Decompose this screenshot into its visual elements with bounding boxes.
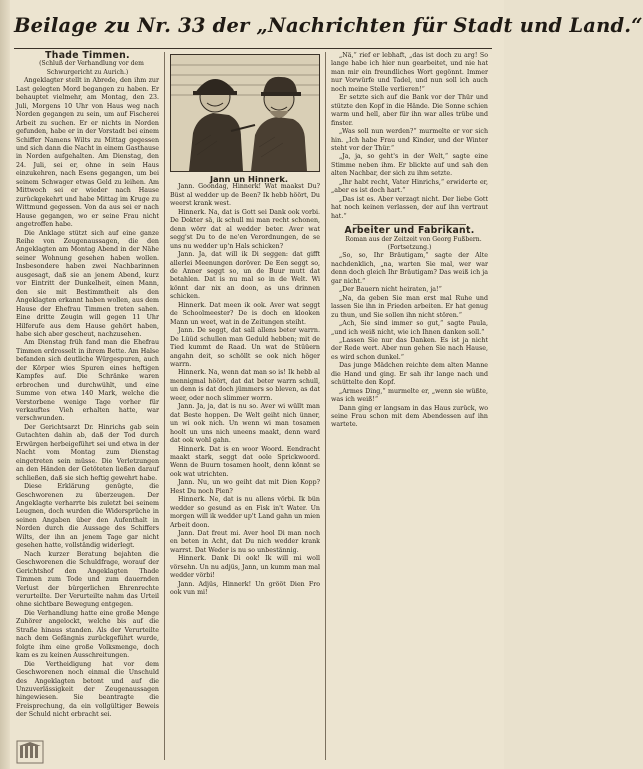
dialogue-paragraph: Jann. De seggt, dat sall allens beter warrn. De Lüüd schullen man Geduld hebben; mit de Tied kummt de Raad. Un wat de Stüüern angahn deit, so schöllt se ook nich höger warrn. bbox=[170, 327, 320, 368]
serial-paragraph: „Lassen Sie nur das Danken. Es ist ja nicht der Rede wert. Aber nun gehen Sie nach Hause, es wird schon dunkel.“ bbox=[331, 336, 488, 361]
article-paragraph: Angeklagter stellt in Abrede, den ihm zur Last gelegten Mord begangen zu haben. Er behauptet vielmehr, am Montag, den 23. Juli, Morgens 10 Uhr von Haus weg nach Norden gegangen zu sein, um auf Fischerei Arbeit zu suchen. Er er nichts in Norden gefunden, habe er in der Vorstadt bei einem Schiffer Namens Wilts zu Mittag gegessen und sich dann die Nacht in einem Gasthause in Norden aufgehalten. Am Dienstag, den 24. Juli, sei er, ohne in sein Haus einzukehren, nach Esens gegangen, um bei seinem Schwager etwas Geld zu leihen. Am Mittwoch sei er wieder nach Hause zurückgekehrt und habe Mittag im Kruge zu Wittmund gegessen. Von da aus sei er nach Hause gegangen, wo er seine Frau nicht angetroffen habe. bbox=[16, 77, 159, 229]
story-paragraph: „Ihr habt recht, Vater Hinrichs,“ erwiderte er, „aber es ist doch hart.“ bbox=[331, 178, 488, 195]
article-subtitle: (Schluß der Verhandlung vor dem Schwurgericht zu Aurich.) bbox=[39, 60, 144, 76]
column-rule-1 bbox=[164, 52, 165, 760]
page-masthead: Beilage zu Nr. 33 der „Nachrichten für Stadt und Land.“ bbox=[14, 14, 643, 37]
dialogue-paragraph: Hinnerk. Dat is en woor Woord. Eendracht maakt stark, seggt dat oole Sprickwoord. Wenn de Buurn tosamen hoolt, denn könnt se ook wat utrichten. bbox=[170, 445, 320, 478]
serial-paragraph: Dann ging er langsam in das Haus zurück, wo seine Frau schon mit dem Abendessen auf ihn wartete. bbox=[331, 404, 488, 429]
column-rule-2 bbox=[325, 52, 326, 760]
dialogue-paragraph: Hinnerk. Na, dat is Gott sei Dank ook vorbi. De Dokter sä, ik schull mi man recht schonen, denn wörr dat al wedder beter. Aver wat segg'st Du to de ne'en Verordnungen, de se uns nu wedder up'n Hals schicken? bbox=[170, 208, 320, 250]
dialogue-paragraph: Hinnerk. Ne, dat is nu allens vörbi. Ik bün wedder so gesund as en Fisk in't Water. Un morgen will ik wedder up't Land gahn un mien Arbeit doon. bbox=[170, 496, 320, 529]
article-paragraph: Am Dienstag früh fand man die Ehefrau Timmen erdrosselt in ihrem Bette. Am Halse befanden sich deutliche Würgespuren, auch der Körper wies Spuren eines heftigen Kampfes auf. Die Schränke waren erbrochen und durchwühlt, und eine Summe von etwa 140 Mark, welche die Verstorbene wenige Tage vorher für verkauftes Vieh erhalten hatte, war verschwunden. bbox=[16, 339, 159, 423]
column-middle bbox=[170, 52, 320, 760]
article-paragraph: Die Verhandlung hatte eine große Menge Zuhörer angelockt, welche bis auf die Straße hinaus standen. Als der Verurteilte nach dem Gefängnis zurückgeführt wurde, folgte ihm eine große Volksmenge, doch kam es zu keinen Ausschreitungen. bbox=[16, 609, 159, 660]
column-left bbox=[16, 52, 159, 760]
serial-paragraph: Das junge Mädchen reichte dem alten Manne die Hand und ging. Er sah ihr lange nach und schüttelte den Kopf. bbox=[331, 362, 488, 387]
dialogue-title: Jann un Hinnerk. bbox=[209, 174, 289, 184]
dialogue-paragraph: Hinnerk. Dank Di ook! Ik will mi woll vörsehn. Un nu adjüs, Jann, un kumm man mal wedder vörbi! bbox=[170, 555, 320, 580]
serial-subtitle: Roman aus der Zeitzeit von Georg Fußbern. (Fortsetzung.) bbox=[345, 235, 482, 251]
dialogue-paragraph: Jann. Dat freut mi. Aver hool Di man noch en beten in Acht, dat Du nich wedder krank warrst. Dat Weder is nu so unbestännig. bbox=[170, 530, 320, 554]
dialogue-paragraph: Jann. Adjüs, Hinnerk! Un grööt Dien Fro ook vun mi! bbox=[170, 580, 320, 597]
engraving-image bbox=[171, 55, 319, 171]
serial-paragraph: „Na, da geben Sie man erst mal Ruhe und lassen Sie ihn in Frieden arbeiten. Er hat genug zu thun, und Sie sollen ihn nicht stören.“ bbox=[331, 294, 488, 319]
dialogue-paragraph: Jann. Ja, ja, dat is nu so. Aver wi wüllt man dat Beste hoppen. De Welt geiht nich ünner, un wi ook nich. Un wenn wi man tosamen hoolt un uns nich uneens maakt, denn ward dat ook wohl gahn. bbox=[170, 403, 320, 445]
story-paragraph: „Nä,“ rief er lebhaft, „das ist doch zu arg! So lange habe ich hier nun gearbeitet, und nie hat man mir ein freundliches Wort gegönnt. Immer nur Vorwürfe und Tadel, und nun soll ich auch noch meine Stelle verlieren!“ bbox=[331, 52, 488, 93]
article-paragraph: Diese Erklärung genügte, die Geschworenen zu überzeugen. Der Angeklagte verharrte bis zuletzt bei seinem Leugnen, doch wurden die Widersprüche in seinen Angaben über den Aufenthalt in Norden durch die Aussage des Schiffers Wilts, der ihn an jenem Tage gar nicht gesehen hatte, vollständig widerlegt. bbox=[16, 483, 159, 550]
illustration-two-men bbox=[170, 54, 320, 172]
article-paragraph: Die Anklage stützt sich auf eine ganze Reihe von Zeugenaussagen, die den Angeklagten am Montag Abend in der Nähe seiner Wohnung gesehen haben wollen. Insbesondere haben zwei Nachbarinnen ausgesagt, daß sie an jenem Abend, kurz vor Eintritt der Dunkelheit, einen Mann, den sie mit Bestimmtheit als den Angeklagten erkannt haben wollen, aus dem Hause der Ehefrau Timmen treten sahen. Eine dritte Zeugin will gegen 11 Uhr Hilferufe aus dem Hause gehört haben, habe sich aber gescheut, nachzusehen. bbox=[16, 229, 159, 338]
story-paragraph: Er setzte sich auf die Bank vor der Thür und stützte den Kopf in die Hände. Die Sonne schien warm und hell, aber für ihn war alles trübe und finster. bbox=[331, 94, 488, 127]
dialogue-paragraph: Hinnerk. Na, wenn dat man so is! Ik hebb al mennigmal höört, dat dat beter warrn schull, un denn is dat doch jümmers so bleven, as dat weer, oder noch slimmer worrn. bbox=[170, 369, 320, 402]
dialogue-paragraph: Jann. Ja, dat will ik Di seggen: dat gifft allerlei Meenungen doröver. De Een seggt so, de Anner seggt so, un de Buur mutt dat betahlen. Dat is nu mal so in de Welt. Wi könnt dar nix an doon, as uns drinnen schicken. bbox=[170, 251, 320, 301]
article-title: Thade Timmen. bbox=[45, 50, 130, 61]
article-paragraph: Der Gerichtsarzt Dr. Hinrichs gab sein Gutachten dahin ab, daß der Tod durch Erwürgen herbeigeführt sei und etwa in der Nacht vom Montag zum Dienstag eingetreten sein müsse. Die Verletzungen an den Händen der Getöteten ließen darauf schließen, daß sie sich heftig gewehrt habe. bbox=[16, 423, 159, 482]
serial-paragraph: „Ach, Sie sind immer so gut,“ sagte Paula, „und ich weiß nicht, wie ich Ihnen danken soll.“ bbox=[331, 320, 488, 336]
masthead-rule bbox=[14, 48, 492, 49]
story-paragraph: „Ja, ja, so geht's in der Welt,“ sagte eine Stimme neben ihm. Er blickte auf und sah den alten Nachbar, der sich zu ihm setzte. bbox=[331, 153, 488, 178]
story-paragraph: „Das ist es. Aber verzagt nicht. Der liebe Gott hat noch keinen verlassen, der auf ihn vertraut hat.“ bbox=[331, 195, 488, 220]
serial-paragraph: „Armes Ding,“ murmelte er, „wenn sie wüßte, was ich weiß!“ bbox=[331, 387, 488, 404]
library-stamp-icon bbox=[16, 740, 44, 764]
dialogue-paragraph: Jann. Nu, un wo geiht dat mit Dien Kopp? Hest Du noch Pien? bbox=[170, 479, 320, 495]
column-right bbox=[331, 52, 488, 760]
page-spine bbox=[0, 0, 10, 769]
dialogue-paragraph: Hinnerk. Dat meen ik ook. Aver wat seggt de Schoolmeester? De is doch en klooken Mann un weet, wat in de Zeitungen steiht. bbox=[170, 301, 320, 326]
article-paragraph: Nach kurzer Beratung bejahten die Geschworenen die Schuldfrage, worauf der Gerichtshof den Angeklagten Thade Timmen zum Tode und zum dauernden Verlust der bürgerlichen Ehrenrechte verurteilte. Der Verurteilte nahm das Urteil ohne sichtbare Bewegung entgegen. bbox=[16, 550, 159, 609]
serial-paragraph: „So, so, Ihr Bräutigam,“ sagte der Alte nachdenklich, „na, warten Sie mal, wer war denn doch gleich Ihr Bräutigam? Das weiß ich ja gar nicht.“ bbox=[331, 252, 488, 285]
serial-paragraph: „Der Bauern nicht heiraten, ja!“ bbox=[339, 286, 442, 294]
dialogue-paragraph: Jann. Goondag, Hinnerk! Wat maakst Du? Büst al wedder up de Been? Ik hebb höört, Du weerst krank west. bbox=[170, 183, 320, 208]
serial-title: Arbeiter und Fabrikant. bbox=[344, 225, 475, 237]
article-paragraph: Die Vertheidigung hat vor dem Geschworenen noch einmal die Unschuld des Angeklagten betont und auf die Unzuverlässigkeit der Zeugenaussagen hingewiesen. Sie beantragte die Freisprechung, da ein vollgültiger Beweis der Schuld nicht erbracht sei. bbox=[16, 660, 159, 719]
story-paragraph: „Was soll nun werden?“ murmelte er vor sich hin. „Ich habe Frau und Kinder, und der Winter steht vor der Thür.“ bbox=[331, 128, 488, 152]
